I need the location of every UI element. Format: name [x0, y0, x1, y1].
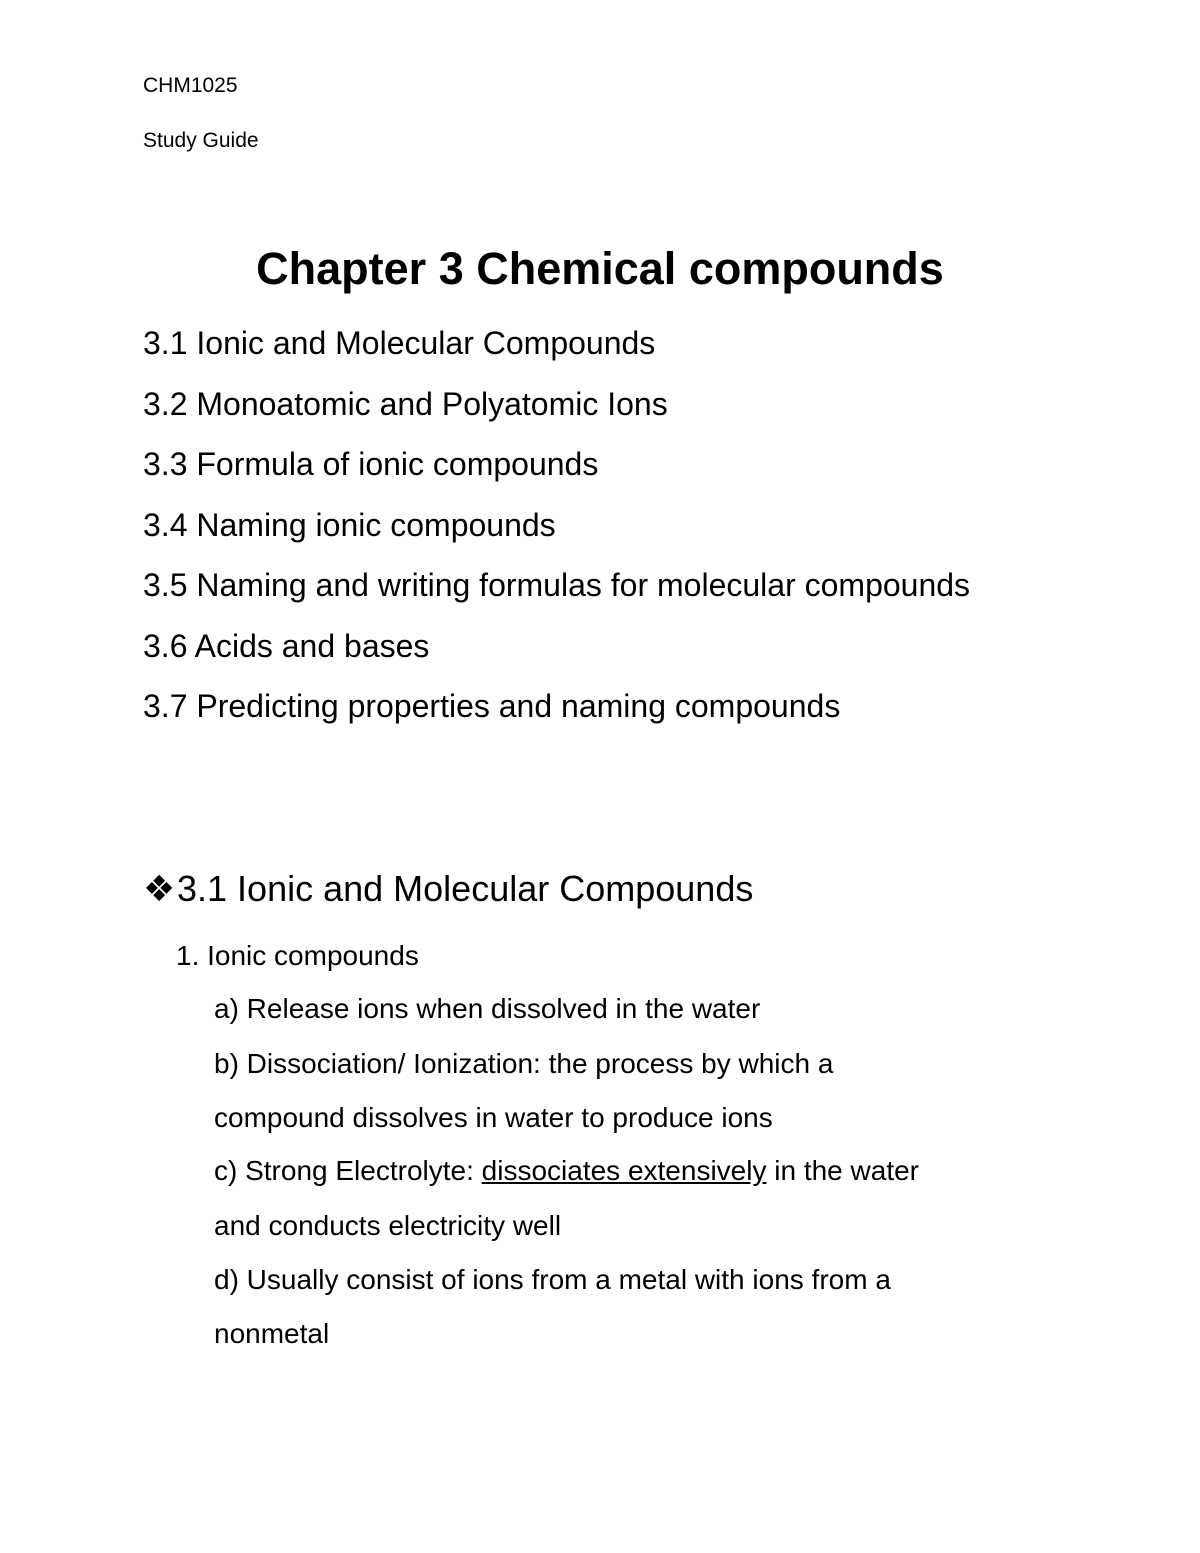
- toc-item: 3.1 Ionic and Molecular Compounds: [143, 325, 656, 361]
- course-code: CHM1025: [143, 74, 238, 97]
- list-item-d: d) Usually consist of ions from a metal with ions from a: [214, 1264, 891, 1295]
- toc-item: 3.5 Naming and writing formulas for molecular compounds: [143, 567, 971, 603]
- list-item-b: b) Dissociation/ Ionization: the process by which a: [214, 1048, 834, 1079]
- list-item-c-prefix: c) Strong Electrolyte:: [214, 1155, 482, 1186]
- list-item-b-cont: compound dissolves in water to produce ions: [214, 1102, 773, 1133]
- list-item-d-cont: nonmetal: [214, 1318, 330, 1349]
- section-heading-text: 3.1 Ionic and Molecular Compounds: [177, 868, 754, 909]
- toc-item: 3.4 Naming ionic compounds: [143, 507, 556, 543]
- toc-item: 3.2 Monoatomic and Polyatomic Ions: [143, 386, 668, 422]
- list-item-c: [214, 1155, 919, 1187]
- list-item-ionic-compounds: 1. Ionic compounds: [176, 940, 419, 971]
- underlined-term: dissociates extensively: [481, 1155, 767, 1186]
- list-item-c-suffix: in the water: [766, 1155, 919, 1186]
- toc-item: 3.6 Acids and bases: [143, 628, 430, 664]
- toc-item: 3.7 Predicting properties and naming compounds: [143, 688, 841, 724]
- section-heading: [143, 868, 753, 910]
- doc-type: Study Guide: [143, 129, 259, 152]
- page-title: Chapter 3 Chemical compounds: [256, 243, 944, 294]
- toc-item: 3.3 Formula of ionic compounds: [143, 446, 599, 482]
- list-item-a: a) Release ions when dissolved in the water: [214, 993, 761, 1024]
- diamond-bullet-icon: ❖: [143, 868, 176, 909]
- list-item-c-cont: and conducts electricity well: [214, 1210, 562, 1241]
